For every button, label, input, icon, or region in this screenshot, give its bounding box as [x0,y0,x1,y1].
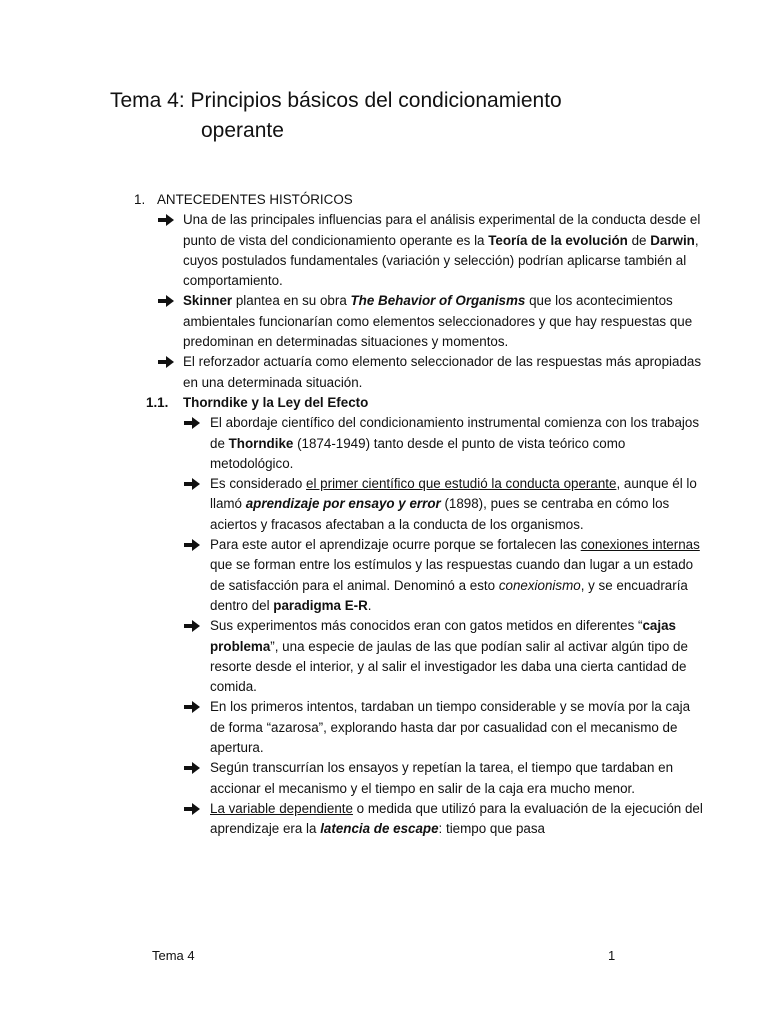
arrow-bullet-icon [183,416,201,430]
list-item: El abordaje científico del condicionamiento instrumental comienza con los trabajos de Thorndike (1874-1949) tanto desde el punto de vista teórico como metodológico. [0,413,768,474]
section-title: ANTECEDENTES HISTÓRICOS [157,192,353,207]
section-number: 1. [134,192,146,207]
arrow-bullet-icon [183,802,201,816]
arrow-bullet-icon [183,761,201,775]
arrow-bullet-icon [157,355,175,369]
arrow-bullet-icon [157,294,175,308]
page-number: 1 [608,948,616,963]
subsection-title: Thorndike y la Ley del Efecto [183,394,369,410]
list-item: La variable dependiente o medida que utilizó para la evaluación de la ejecución del aprendizaje era la latencia de escape: tiempo que pasa [0,799,768,840]
title-line-2: operante [201,119,284,142]
footer-chapter-label: Tema 4 [152,948,195,963]
arrow-bullet-icon [183,477,201,491]
subsection-heading [0,393,768,413]
arrow-bullet-icon [157,213,175,227]
list-item: Según transcurrían los ensayos y repetían la tarea, el tiempo que tardaban en accionar el mecanismo y el tiempo en salir de la caja era mucho menor. [0,758,768,799]
list-item: Skinner plantea en su obra The Behavior of Organisms que los acontecimientos ambientales funcionarían como elementos seleccionadores y que hay respuestas que predominan en determinadas situaciones y momentos. [0,291,768,352]
arrow-bullet-icon [183,619,201,633]
list-item: El reforzador actuaría como elemento seleccionador de las respuestas más apropiadas en una determinada situación. [0,352,768,393]
list-item: Es considerado el primer científico que estudió la conducta operante, aunque él lo llamó aprendizaje por ensayo y error (1898), pues se centraba en cómo los aciertos y fracasos afectaban a la conducta de los organismos. [0,474,768,535]
list-item: Una de las principales influencias para el análisis experimental de la conducta desde el punto de vista del condicionamiento operante es la Teoría de la evolución de Darwin, cuyos postulados fundamentales (variación y selección) podrían aplicarse también al comportamiento. [0,210,768,291]
section-heading [0,190,768,210]
subsection-number: 1.1. [146,394,169,410]
arrow-bullet-icon [183,538,201,552]
list-item: Sus experimentos más conocidos eran con gatos metidos en diferentes “cajas problema”, una especie de jaulas de las que podían salir al activar algún tipo de resorte desde el interior, y al salir el investigador les daba una cierta cantidad de comida. [0,616,768,697]
title-line-1: Tema 4: Principios básicos del condicionamiento [110,89,562,112]
list-item: Para este autor el aprendizaje ocurre porque se fortalecen las conexiones internas que se forman entre los estímulos y las respuestas cuando dan lugar a un estado de satisfacción para el animal. Denominó a esto conexionismo, y se encuadraría dentro del paradigma E-R. [0,535,768,616]
list-item: En los primeros intentos, tardaban un tiempo considerable y se movía por la caja de forma “azarosa”, explorando hasta dar por casualidad con el mecanismo de apertura. [0,697,768,758]
document-title [110,86,730,146]
document-body [0,190,768,840]
arrow-bullet-icon [183,700,201,714]
